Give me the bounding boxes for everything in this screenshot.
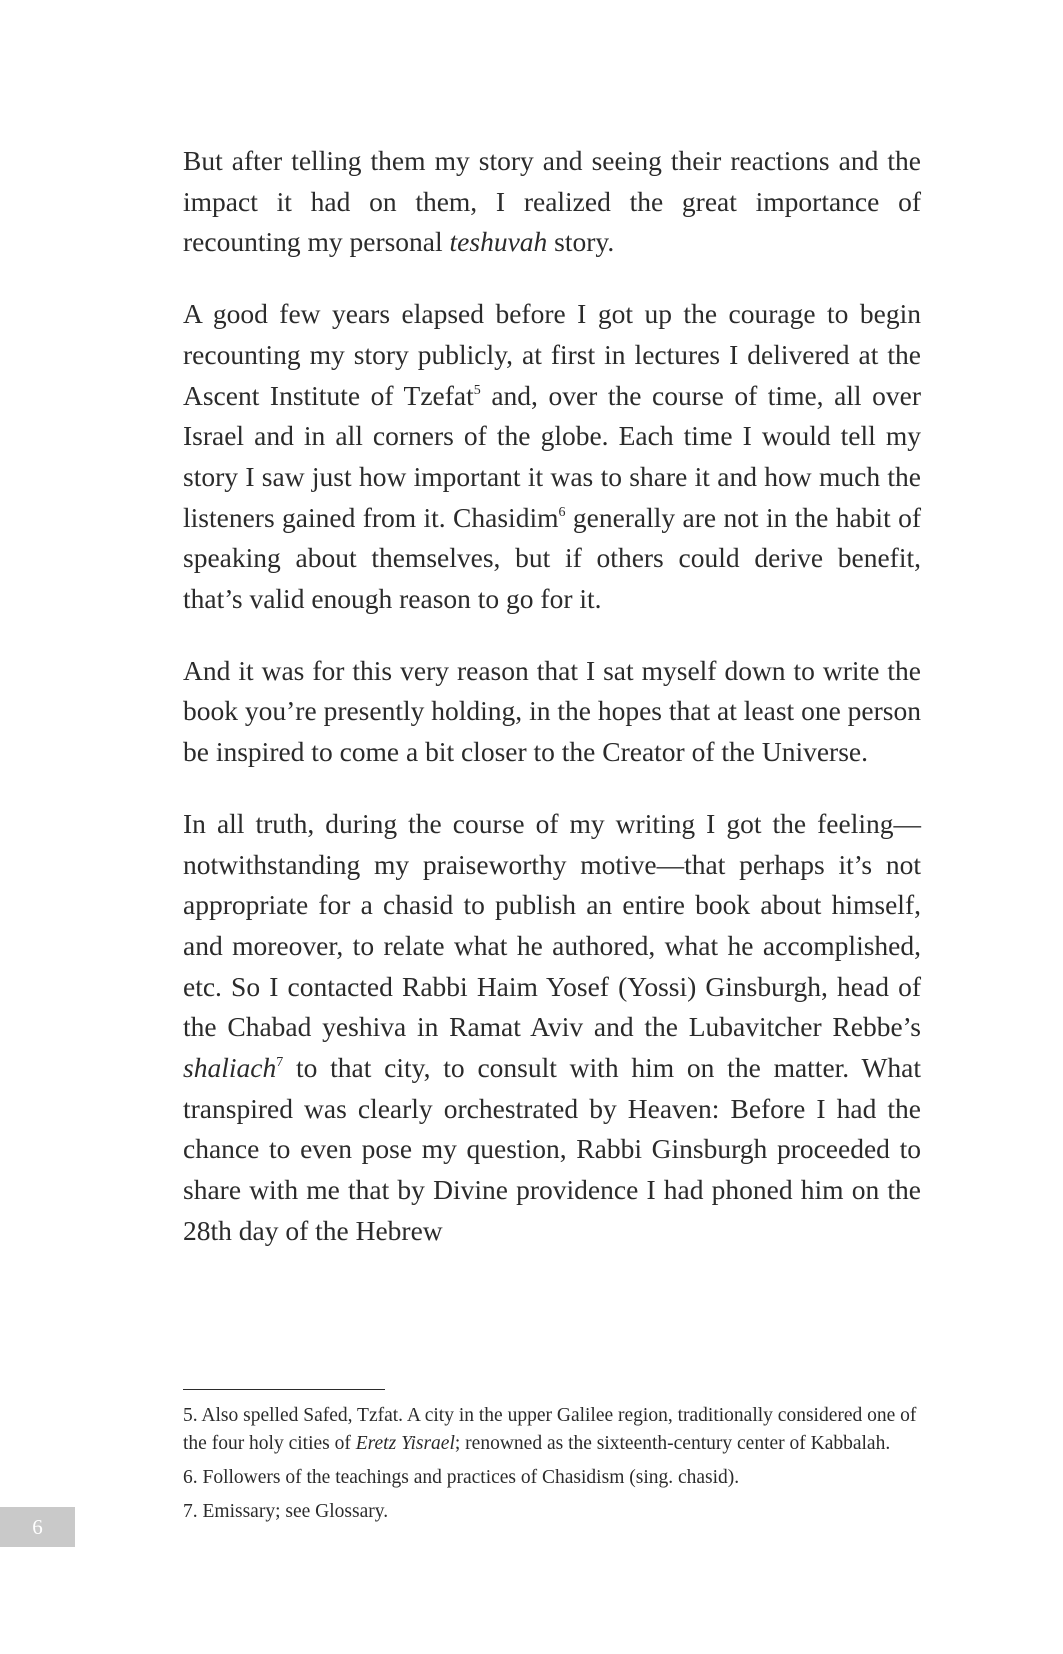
paragraph-text: story. [547,226,615,258]
paragraph-text: to that city, to consult with him on the matter. What transpired was clearly orchestrated by Heaven: Before I had the chance to even pose my question, Rabbi Ginsburgh proceeded to share with me that by Divine providence I had phoned him on the 28th day of the Hebrew [183,1052,921,1246]
paragraph [183,804,921,1252]
footnote-7: 7. Emissary; see Glossary. [183,1501,389,1522]
main-text [183,141,921,1252]
paragraph [183,651,921,773]
page-number: 6 [0,1507,75,1547]
paragraph [183,141,921,263]
footnote-divider [183,1389,385,1390]
footnote-6: 6. Followers of the teachings and practices of Chasidism (sing. chasid). [183,1467,740,1488]
footnote-ref[interactable]: 7 [276,1055,284,1071]
footnote-text: ; renowned as the sixteenth-century center of Kabbalah. [454,1433,891,1454]
paragraph-text: A good few years elapsed before I got up the courage to begin recounting my story publicly, at first in lectures I delivered at the Ascent Institute of Tzefat [183,298,921,411]
paragraph-text: But after telling them my story and seeing their reactions and the impact it had on them, I realized the great importance of recounting my personal [183,145,921,258]
italic-term: shaliach [183,1052,277,1084]
paragraph-text: And it was for this very reason that I sat myself down to write the book you’re presently holding, in the hopes that at least one person be inspired to come a bit closer to the Creator of the Universe. [183,654,921,768]
footnote-5 [183,1402,921,1458]
footnote-text: 5. Also spelled Safed, Tzfat. A city in the upper Galilee region, traditionally considered one of the four holy cities of [183,1405,917,1454]
footnote-ref[interactable]: 5 [473,382,481,398]
paragraph-text: generally are not in the habit of speaking about themselves, but if others could derive benefit, that’s valid enough reason to go for it. [183,501,921,615]
paragraph-text: and, over the course of time, all over Israel and in all corners of the globe. Each time I would tell my story I saw just how important it was to share it and how much the listeners gained from it. Chasidim [183,379,921,533]
paragraph [183,294,921,620]
footnote-ref[interactable]: 6 [558,504,566,520]
footnotes [183,1402,921,1532]
italic-term: teshuvah [449,226,548,258]
paragraph-text: In all truth, during the course of my writing I got the feeling—notwithstanding my praiseworthy motive—that perhaps it’s not appropriate for a chasid to publish an entire book about himself, and moreover, to relate what he authored, what he accomplished, etc. So I contacted Rabbi Haim Yosef (Yossi) Ginsburgh, head of the Chabad yeshiva in Ramat Aviv and the Lubavitcher Rebbe’s [183,807,921,1043]
italic-term: Eretz Yisrael [355,1433,455,1454]
